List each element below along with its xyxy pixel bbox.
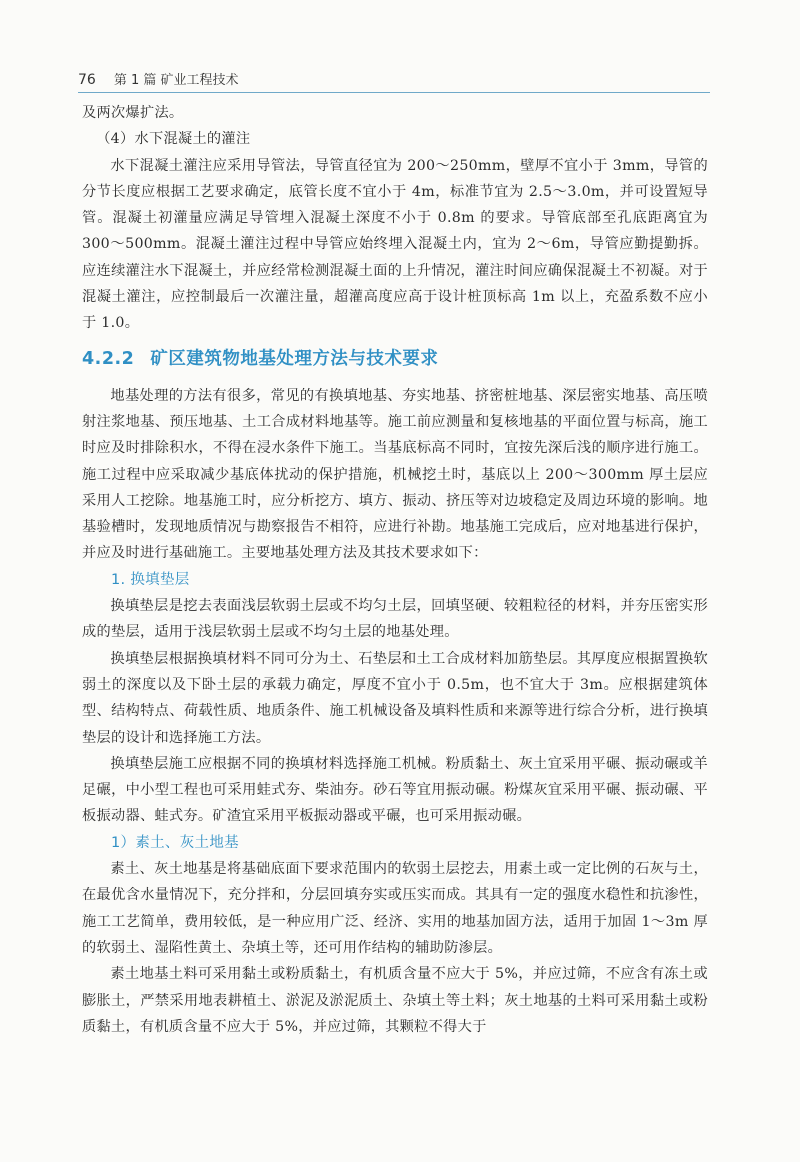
section-heading xyxy=(82,345,708,373)
paragraph: 水下混凝土灌注应采用导管法，导管直径宜为 200～250mm，壁厚不宜小于 3mm，导管的分节长度应根据工艺要求确定，底管长度不宜小于 4m，标准节宜为 2.5～3.0m，并可设置短导管。混凝土初灌量应满足导管埋入混凝土深度不小于 0.8m 的要求。导管底部至孔底距离宜为 300～500mm。混凝土灌注过程中导管应始终埋入混凝土内，宜为 2～6m，导管应勤提勤拆。应连续灌注水下混凝土，并应经常检测混凝土面的上升情况，灌注时间应确保混凝土不初凝。对于混凝土灌注，应控制最后一次灌注量，超灌高度应高于设计桩顶标高 1m 以上，充盈系数不应小于 1.0。 xyxy=(82,157,708,332)
paragraph: 素土、灰土地基是将基础底面下要求范围内的软弱土层挖去，用素土或一定比例的石灰与土，在最优含水量情况下，充分拌和，分层回填夯实或压实而成。其具有一定的强度水稳性和抗渗性，施工工艺简单，费用较低，是一种应用广泛、经济、实用的地基加固方法，适用于加固 1～3m 厚的软弱土、湿陷性黄土、杂填土等，还可用作结构的辅助防渗层。 xyxy=(82,861,708,956)
paragraph: 换填垫层根据换填材料不同可分为土、石垫层和土工合成材料加筋垫层。其厚度应根据置换软弱土的深度以及下卧土层的承载力确定，厚度不宜小于 0.5m，也不宜大于 3m。应根据建筑体型、结构特点、荷载性质、地质条件、施工机械设备及填料性质和来源等进行综合分析，进行换填垫层的设计和选择施工方法。 xyxy=(82,650,708,746)
chapter-title: 第 1 篇 矿业工程技术 xyxy=(113,73,239,88)
header-rule xyxy=(78,92,710,93)
paragraph: 及两次爆扩法。 xyxy=(82,105,184,121)
section-title: 矿区建筑物地基处理方法与技术要求 xyxy=(150,348,439,369)
section-number: 4.2.2 xyxy=(82,348,135,369)
paragraph: 素土地基土料可采用黏土或粉质黏土，有机质含量不应大于 5%，并应过筛，不应含有冻土或膨胀土，严禁采用地表耕植土、淤泥及淤泥质土、杂填土等土料；灰土地基的土料可采用黏土或粉质黏土，有机质含量不应大于 5%，并应过筛，其颗粒不得大于 xyxy=(82,966,708,1035)
paragraph: 地基处理的方法有很多，常见的有换填地基、夯实地基、挤密桩地基、深层密实地基、高压喷射注浆地基、预压地基、土工合成材料地基等。施工前应测量和复核地基的平面位置与标高，施工时应及时排除积水，不得在浸水条件下施工。当基底标高不同时，宜按先深后浅的顺序进行施工。施工过程中应采取减少基底体扰动的保护措施，机械挖土时，基底以上 200～300mm 厚土层应采用人工挖除。地基施工时，应分析挖方、填方、振动、挤压等对边坡稳定及周边环境的影响。地基验槽时，发现地质情况与勘察报告不相符，应进行补勘。地基施工完成后，应对地基进行保护，并应及时进行基础施工。主要地基处理方法及其技术要求如下： xyxy=(82,387,708,562)
heading-plain-lime-soil: 1）素土、灰土地基 xyxy=(111,834,239,851)
subheading-underwater-concrete: （4）水下混凝土的灌注 xyxy=(96,131,251,148)
body-text xyxy=(82,100,708,1040)
paragraph: 换填垫层是挖去表面浅层软弱土层或不均匀土层，回填坚硬、较粗粒径的材料，并夯压密实形成的垫层，适用于浅层软弱土层或不均匀土层的地基处理。 xyxy=(82,598,708,641)
heading-replacement-cushion: 1. 换填垫层 xyxy=(111,571,190,588)
running-header xyxy=(78,60,708,88)
paragraph: 换填垫层施工应根据不同的换填材料选择施工机械。粉质黏土、灰土宜采用平碾、振动碾或羊足碾，中小型工程也可采用蛙式夯、柴油夯。砂石等宜用振动碾。粉煤灰宜采用平碾、振动碾、平板振动器、蛙式夯。矿渣宜采用平板振动器或平碾，也可采用振动碾。 xyxy=(82,755,708,825)
page-number: 76 xyxy=(78,72,96,88)
